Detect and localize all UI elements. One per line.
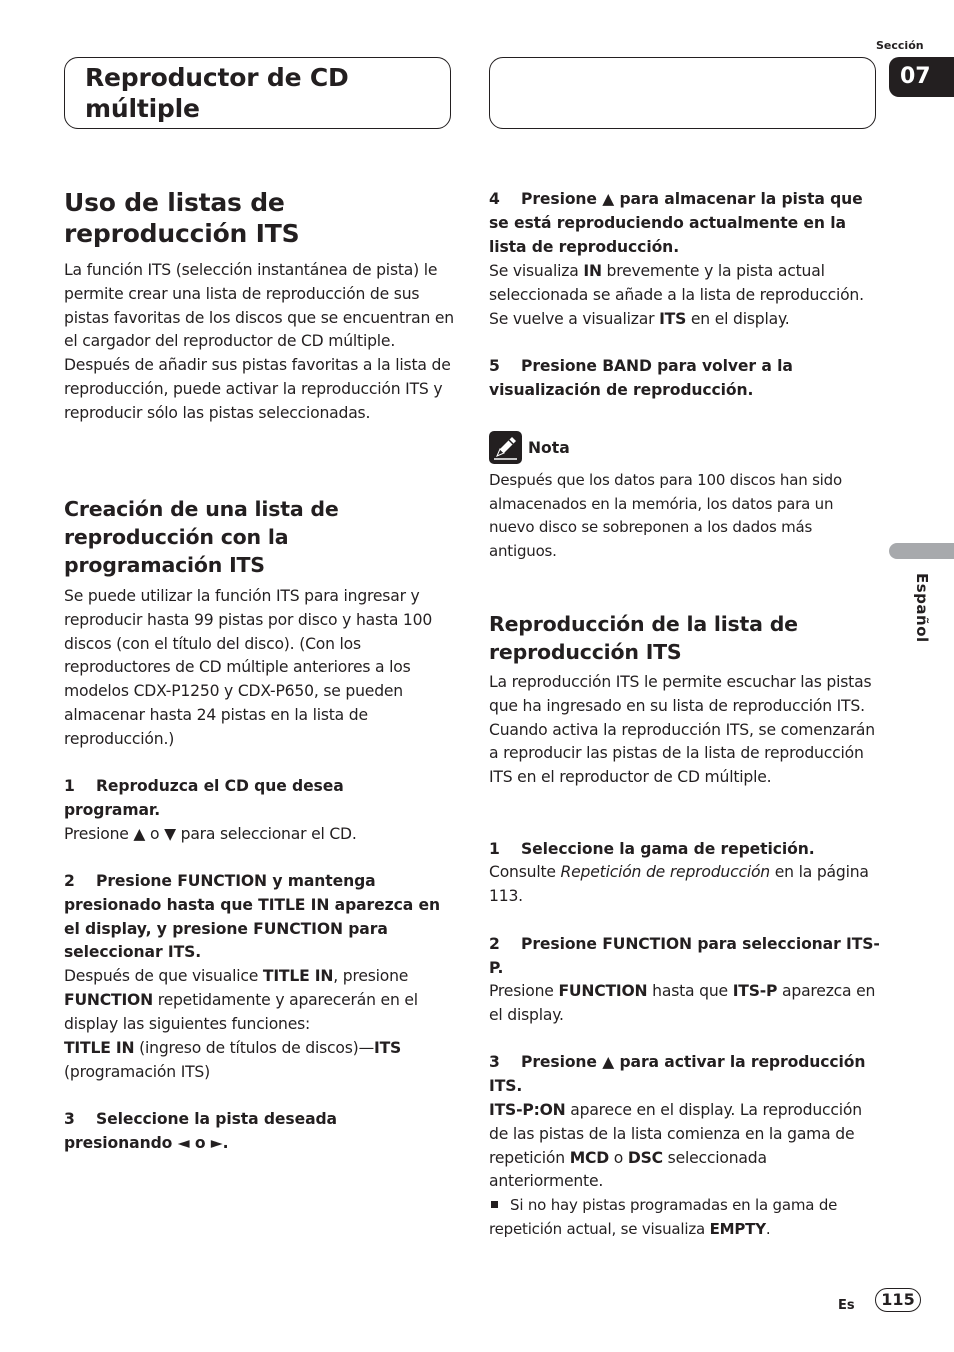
nota-title: Nota [528,438,570,457]
page-number: 115 [875,1288,921,1312]
creation-subheading: Creación de una lista de reproducción con la programación ITS [64,497,339,577]
pencil-note-icon [489,431,522,464]
step-2-body: Después de que visualice TITLE IN, presione FUNCTION repetidamente y aparecerán en el display las siguientes funciones: [64,967,418,1033]
step-4-title: 4 Presione ▲ para almacenar la pista que se está reproduciendo actualmente en la lista de reproducción. [489,190,863,256]
section-title-box [64,57,451,129]
nota-body: Después que los datos para 100 discos han sido almacenados en la memória, los datos para un nuevo disco se sobreponen a los dados más antiguos. [489,471,842,560]
step-number: 2 [489,935,500,953]
step-number: 4 [489,190,500,208]
step-number: 3 [489,1053,500,1071]
square-bullet-icon [491,1201,498,1208]
repeat-step-3-title: 3 Presione ▲ para activar la reproducción ITS. [489,1053,866,1095]
step-1-body: Presione ▲ o ▼ para seleccionar el CD. [64,825,357,843]
language-code: Es [838,1298,855,1313]
step-4-body: Se visualiza IN brevemente y la pista actual seleccionada se añade a la lista de reproducción. Se vuelve a visualizar ITS en el display. [489,262,864,328]
repeat-step-2-body: Presione FUNCTION hasta que ITS-P aparezca en el display. [489,982,876,1024]
empty-header-box [489,57,876,129]
playback-intro: La reproducción ITS le permite escuchar las pistas que ha ingresado en su lista de reproducción ITS. Cuando activa la reproducción ITS, se comenzarán a reproducir las pistas de la lista de reproducción ITS en el reproductor de CD múltiple. [489,673,875,787]
step-number: 1 [64,777,75,795]
step-3-title: 3 Seleccione la pista deseada presionando ◄ o ►. [64,1110,337,1152]
repeat-step-3-note: Si no hay pistas programadas en la gama de repetición actual, se visualiza EMPTY. [489,1196,838,1238]
step-2-title: 2 Presione FUNCTION y mantenga presionado hasta que TITLE IN aparezca en el display, y presione FUNCTION para seleccionar ITS. [64,872,440,962]
step-number: 5 [489,357,500,375]
section-number-tab: 07 [889,57,954,97]
repeat-step-1-body: Consulte Repetición de reproducción en la página 113. [489,863,869,905]
main-heading: Uso de listas de reproducción ITS [64,188,300,248]
creation-intro: Se puede utilizar la función ITS para ingresar y reproducir hasta 99 pistas por disco y hasta 100 discos (con el título del disco). (Con los reproductores de CD múltiple anteriores a los modelos CDX-P1250 y CDX-P650, se pueden almacenar hasta 24 pistas en la lista de reproducción.) [64,587,433,748]
step-number: 2 [64,872,75,890]
step-number: 3 [64,1110,75,1128]
playback-subheading: Reproducción de la lista de reproducción ITS [489,612,798,664]
intro-paragraph: La función ITS (selección instantánea de pista) le permite crear una lista de reproducción de sus pistas favoritas de los discos que se encuentran en el cargador del reproductor de CD múltiple. Después de añadir sus pistas favoritas a la lista de reproducción, puede activar la reproducción ITS y reproducir sólo las pistas seleccionadas. [64,261,454,422]
repeat-step-1-title: 1 Seleccione la gama de repetición. [489,838,881,862]
language-tab [889,543,954,559]
repeat-step-2-title: 2 Presione FUNCTION para seleccionar ITS-P. [489,935,880,977]
step-5-title: 5 Presione BAND para volver a la visualización de reproducción. [489,357,793,399]
section-title: Reproductor de CD múltiple [85,63,349,123]
repeat-step-3-body: ITS-P:ON aparece en el display. La reproducción de las pistas de la lista comienza en la gama de repetición MCD o DSC seleccionada anteriormente. [489,1101,862,1191]
language-label: Español [913,573,931,643]
step-number: 1 [489,840,500,858]
nota-heading [489,431,881,464]
step-2-function-list: TITLE IN (ingreso de títulos de discos)—ITS (programación ITS) [64,1039,402,1081]
step-1-title: 1 Reproduzca el CD que desea programar. [64,777,344,819]
section-label: Sección [876,39,924,52]
